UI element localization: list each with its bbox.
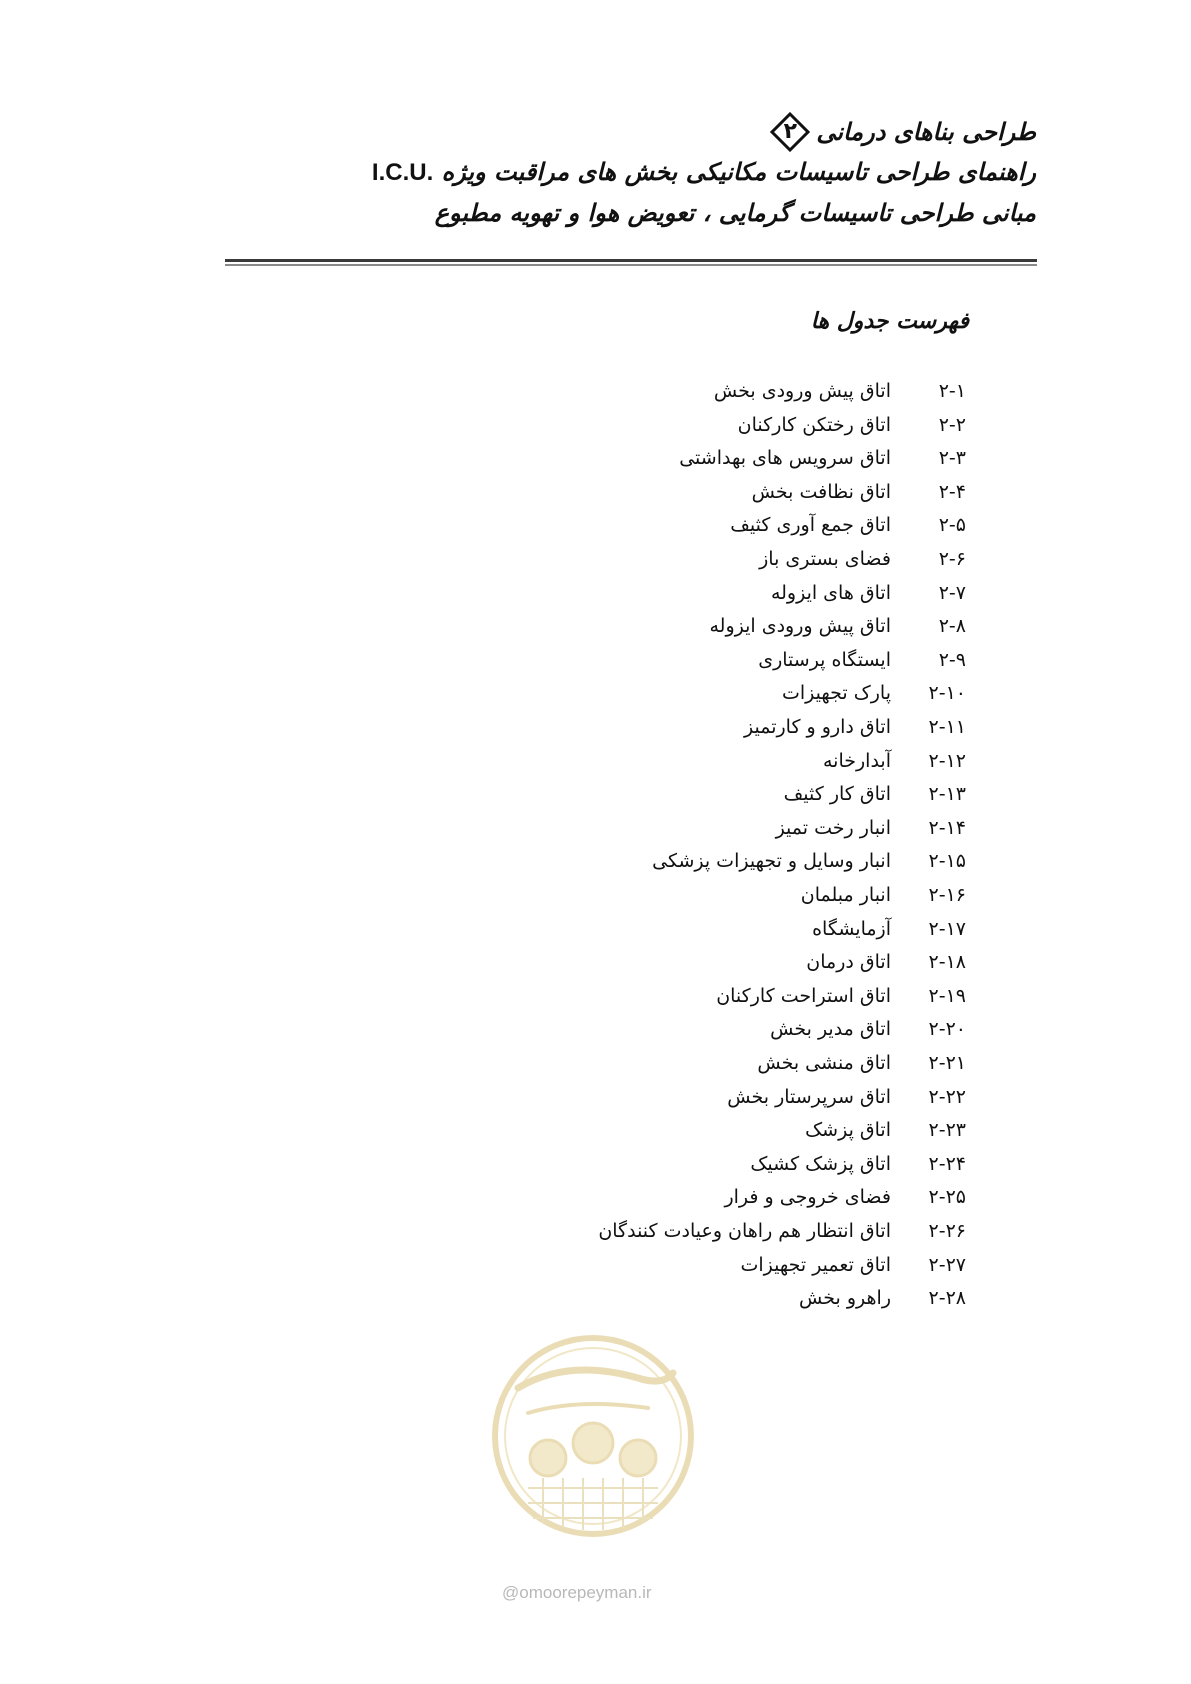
table-title: راهرو بخش xyxy=(799,1287,891,1310)
table-title: اتاق پیش ورودی بخش xyxy=(713,380,891,402)
table-number: ۲-۲ xyxy=(938,413,966,436)
table-list-item xyxy=(0,644,1191,680)
table-title: فضای خروجی و فرار xyxy=(724,1186,891,1209)
section-title: فهرست جدول ها xyxy=(810,309,969,334)
table-list-item xyxy=(0,1148,1191,1184)
table-number: ۲-۸ xyxy=(938,615,966,638)
table-number: ۲-۱ xyxy=(938,380,966,402)
table-number: ۲-۲۰ xyxy=(928,1018,966,1041)
table-list-item xyxy=(0,1215,1191,1251)
table-title: اتاق پزشک کشیک xyxy=(750,1152,891,1175)
table-list-item xyxy=(0,1282,1191,1318)
table-title: فضای بستری باز xyxy=(759,548,891,570)
table-title: اتاق کار کثیف xyxy=(783,783,891,806)
table-title: اتاق رختکن کارکنان xyxy=(737,413,891,436)
table-list-item xyxy=(0,711,1191,747)
table-number: ۲-۲۱ xyxy=(928,1052,966,1074)
table-title: اتاق تعمیر تجهیزات xyxy=(740,1253,891,1276)
table-title: انبار مبلمان xyxy=(800,884,891,906)
table-list-item xyxy=(0,543,1191,579)
table-list-item xyxy=(0,845,1191,881)
table-title: اتاق سرویس های بهداشتی xyxy=(679,447,891,470)
table-list-item xyxy=(0,476,1191,512)
table-title: انبار وسایل و تجهیزات پزشکی xyxy=(652,850,891,873)
header-topic-line: مبانی طراحی تاسیسات گرمایی ، تعویض هوا و تهویه مطبوع xyxy=(434,199,1036,227)
table-number: ۲-۱۴ xyxy=(928,816,966,839)
table-title: اتاق استراحت کارکنان xyxy=(716,984,891,1007)
table-title: اتاق مدیر بخش xyxy=(770,1018,891,1041)
table-list-item xyxy=(0,509,1191,545)
table-number: ۲-۱۳ xyxy=(928,783,966,806)
table-number: ۲-۱۲ xyxy=(928,749,966,772)
table-number: ۲-۱۹ xyxy=(928,984,966,1007)
table-title: آزمایشگاه xyxy=(812,917,891,940)
table-list-item xyxy=(0,778,1191,814)
table-title: اتاق های ایزوله xyxy=(770,581,891,604)
table-title: اتاق درمان xyxy=(806,951,891,974)
table-title: اتاق جمع آوری کثیف xyxy=(730,514,891,537)
table-number: ۲-۴ xyxy=(938,480,966,503)
header-book-title: طراحی بناهای درمانی xyxy=(816,118,1036,146)
table-title: اتاق پزشک xyxy=(805,1119,891,1142)
table-list-item xyxy=(0,677,1191,713)
header-subtitle-line xyxy=(196,152,1036,193)
table-list-item xyxy=(0,1013,1191,1049)
table-title: اتاق سرپرستار بخش xyxy=(727,1085,891,1108)
table-number: ۲-۱۰ xyxy=(928,682,966,705)
watermark-url: @omoorepeyman.ir xyxy=(502,1583,652,1602)
table-number: ۲-۶ xyxy=(938,548,966,570)
table-number: ۲-۷ xyxy=(938,581,966,604)
table-list-item xyxy=(0,812,1191,848)
table-number: ۲-۲۶ xyxy=(928,1220,966,1242)
table-list-item xyxy=(0,879,1191,915)
table-title: آبدارخانه xyxy=(822,749,891,772)
table-number: ۲-۹ xyxy=(938,648,966,671)
table-list-item xyxy=(0,1114,1191,1150)
volume-badge xyxy=(770,112,810,152)
table-title: اتاق پیش ورودی ایزوله xyxy=(709,615,891,638)
table-number: ۲-۱۵ xyxy=(928,850,966,873)
table-number: ۲-۲۴ xyxy=(928,1152,966,1175)
table-title: اتاق دارو و کارتمیز xyxy=(744,716,891,738)
volume-number: ۲ xyxy=(783,119,798,144)
page-header xyxy=(196,112,1036,233)
table-list-item xyxy=(0,577,1191,613)
table-number: ۲-۱۷ xyxy=(928,917,966,940)
table-list-item xyxy=(0,1181,1191,1217)
table-number: ۲-۲۸ xyxy=(928,1287,966,1310)
table-number: ۲-۱۶ xyxy=(928,884,966,906)
table-list-item xyxy=(0,1081,1191,1117)
table-list-item xyxy=(0,375,1191,411)
header-divider xyxy=(225,259,1037,262)
table-number: ۲-۵ xyxy=(938,514,966,537)
header-title-line xyxy=(196,112,1036,152)
table-list-item xyxy=(0,409,1191,445)
table-list-item xyxy=(0,946,1191,982)
header-subtitle: راهنمای طراحی تاسیسات مکانیکی بخش های مراقبت ویژه xyxy=(441,158,1036,186)
table-number: ۲-۲۷ xyxy=(928,1253,966,1276)
table-list-item xyxy=(0,1047,1191,1083)
table-number: ۲-۲۵ xyxy=(928,1186,966,1209)
table-number: ۲-۳ xyxy=(938,447,966,470)
table-number: ۲-۲۲ xyxy=(928,1085,966,1108)
table-list-item xyxy=(0,980,1191,1016)
table-list-item xyxy=(0,913,1191,949)
table-list-item xyxy=(0,745,1191,781)
table-number: ۲-۱۱ xyxy=(928,716,966,738)
table-title: اتاق انتظار هم راهان وعیادت کنندگان xyxy=(598,1220,891,1242)
table-title: انبار رخت تمیز xyxy=(775,816,891,839)
header-divider-secondary xyxy=(225,264,1037,266)
table-list-item xyxy=(0,1249,1191,1285)
table-title: اتاق نظافت بخش xyxy=(751,480,891,503)
table-title: ایستگاه پرستاری xyxy=(758,648,891,671)
table-number: ۲-۲۳ xyxy=(928,1119,966,1142)
table-title: پارک تجهیزات xyxy=(782,682,891,705)
table-number: ۲-۱۸ xyxy=(928,951,966,974)
header-subtitle-latin: I.C.U. xyxy=(371,159,434,186)
table-list-item xyxy=(0,610,1191,646)
table-title: اتاق منشی بخش xyxy=(757,1052,891,1074)
table-list-item xyxy=(0,442,1191,478)
watermark-logo xyxy=(488,1318,698,1578)
